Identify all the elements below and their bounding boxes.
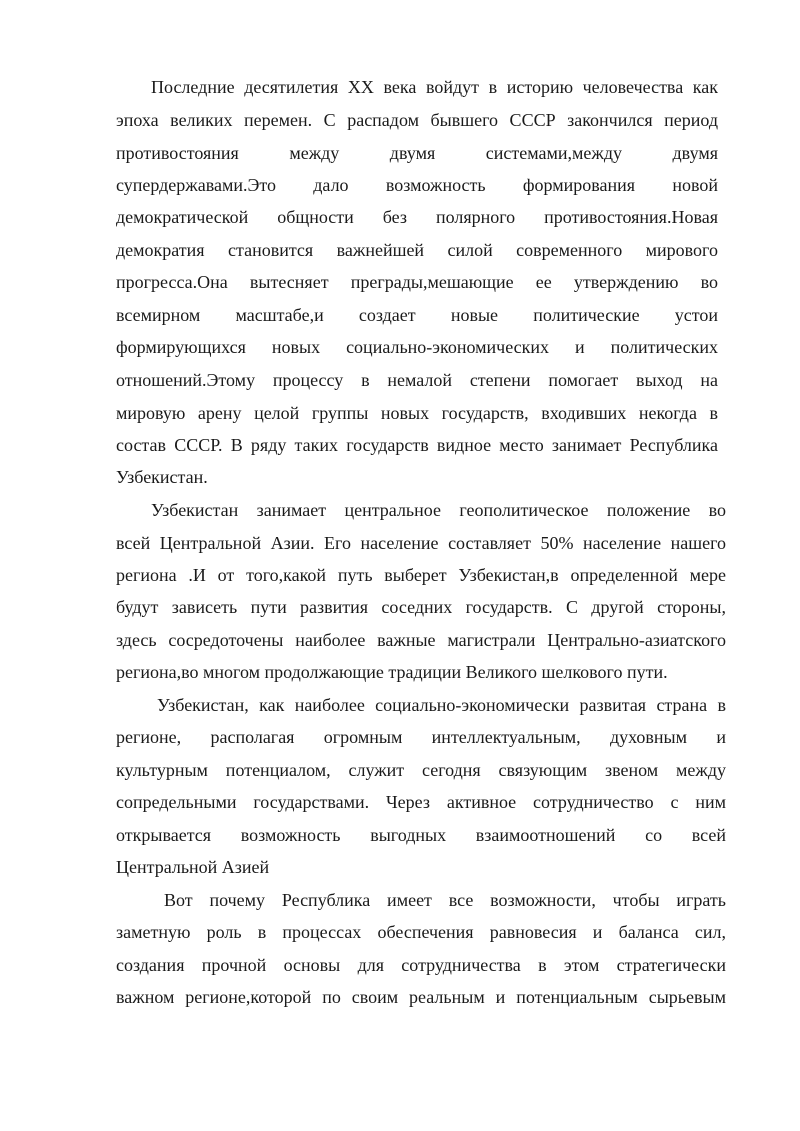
text-line: Узбекистан. bbox=[116, 467, 208, 487]
text-line: здесь сосредоточены наиболее важные магистрали Центрально-азиатского bbox=[116, 630, 726, 650]
text-line: Узбекистан занимает центральное геополитическое положение во bbox=[151, 500, 726, 520]
text-line: Последние десятилетия XX века войдут в историю человечества как bbox=[151, 77, 718, 97]
text-line: важном регионе,которой по своим реальным и потенциальным сырьевым bbox=[116, 987, 726, 1007]
text-line: супердержавами.Это дало возможность формирования новой bbox=[116, 175, 718, 195]
text-line: будут зависеть пути развития соседних государств. С другой стороны, bbox=[116, 597, 726, 617]
text-line: противостояния между двумя системами,между двумя bbox=[116, 143, 718, 163]
text-line: эпоха великих перемен. С распадом бывшего СССР закончился период bbox=[116, 110, 718, 130]
text-line: отношений.Этому процессу в немалой степени помогает выход на bbox=[116, 370, 718, 390]
text-line: формирующихся новых социально-экономических и политических bbox=[116, 337, 718, 357]
text-line: заметную роль в процессах обеспечения равновесия и баланса сил, bbox=[116, 922, 726, 942]
text-line: Вот почему Республика имеет все возможности, чтобы играть bbox=[164, 890, 726, 910]
text-line: регионе, располагая огромным интеллектуальным, духовным и bbox=[116, 727, 726, 747]
text-line: культурным потенциалом, служит сегодня связующим звеном между bbox=[116, 760, 726, 780]
text-line: состав СССР. В ряду таких государств видное место занимает Республика bbox=[116, 435, 718, 455]
text-line: демократия становится важнейшей силой современного мирового bbox=[116, 240, 718, 260]
text-line: прогресса.Она вытесняет преграды,мешающие ее утверждению во bbox=[116, 272, 718, 292]
text-line: региона .И от того,какой путь выберет Узбекистан,в определенной мере bbox=[116, 565, 726, 585]
text-line: Узбекистан, как наиболее социально-экономически развитая страна в bbox=[157, 695, 726, 715]
text-line: создания прочной основы для сотрудничества в этом стратегически bbox=[116, 955, 726, 975]
text-line: демократической общности без полярного противостояния.Новая bbox=[116, 207, 718, 227]
text-line: открывается возможность выгодных взаимоотношений со всей bbox=[116, 825, 726, 845]
text-line: сопредельными государствами. Через активное сотрудничество с ним bbox=[116, 792, 726, 812]
text-line: мировую арену целой группы новых государств, входивших некогда в bbox=[116, 403, 718, 423]
text-line: Центральной Азией bbox=[116, 857, 270, 877]
text-line: всемирном масштабе,и создает новые политические устои bbox=[116, 305, 718, 325]
text-line: всей Центральной Азии. Его население составляет 50% население нашего bbox=[116, 533, 726, 553]
text-line: региона,во многом продолжающие традиции Великого шелкового пути. bbox=[116, 662, 668, 682]
